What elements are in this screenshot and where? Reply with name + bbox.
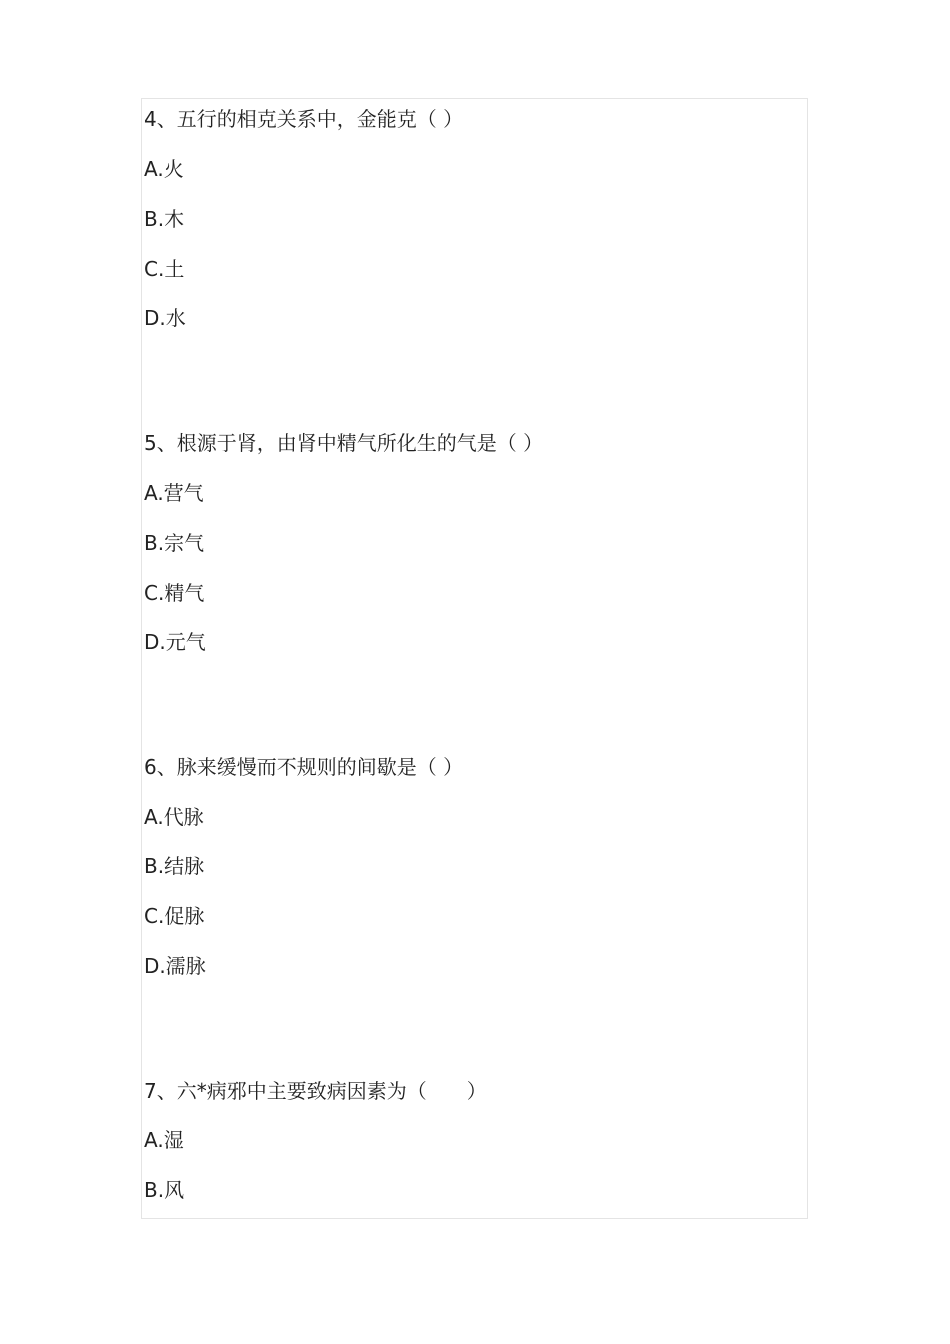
question-5-stem: 5、根源于肾，由肾中精气所化生的气是（ ） xyxy=(144,431,544,455)
question-4-option-c: C.土 xyxy=(144,257,185,281)
question-6-option-b: B.结脉 xyxy=(144,854,205,878)
question-4-option-a: A.火 xyxy=(144,157,184,181)
question-5-option-d: D.元气 xyxy=(144,630,206,654)
question-5-option-c: C.精气 xyxy=(144,581,205,605)
question-5-option-b: B.宗气 xyxy=(144,531,205,555)
question-7-stem: 7、六*病邪中主要致病因素为（ ） xyxy=(144,1079,487,1103)
question-7-option-a: A.湿 xyxy=(144,1128,184,1152)
question-6-stem: 6、脉来缓慢而不规则的间歇是（ ） xyxy=(144,755,464,779)
question-7-option-b: B.风 xyxy=(144,1178,185,1202)
question-5-option-a: A.营气 xyxy=(144,481,204,505)
question-6-option-c: C.促脉 xyxy=(144,904,205,928)
question-6-option-d: D.濡脉 xyxy=(144,954,206,978)
question-4-option-b: B.木 xyxy=(144,207,185,231)
question-6-option-a: A.代脉 xyxy=(144,805,204,829)
document-frame xyxy=(141,98,808,1219)
question-4-stem: 4、五行的相克关系中，金能克（ ） xyxy=(144,107,464,131)
question-4-option-d: D.水 xyxy=(144,306,186,330)
